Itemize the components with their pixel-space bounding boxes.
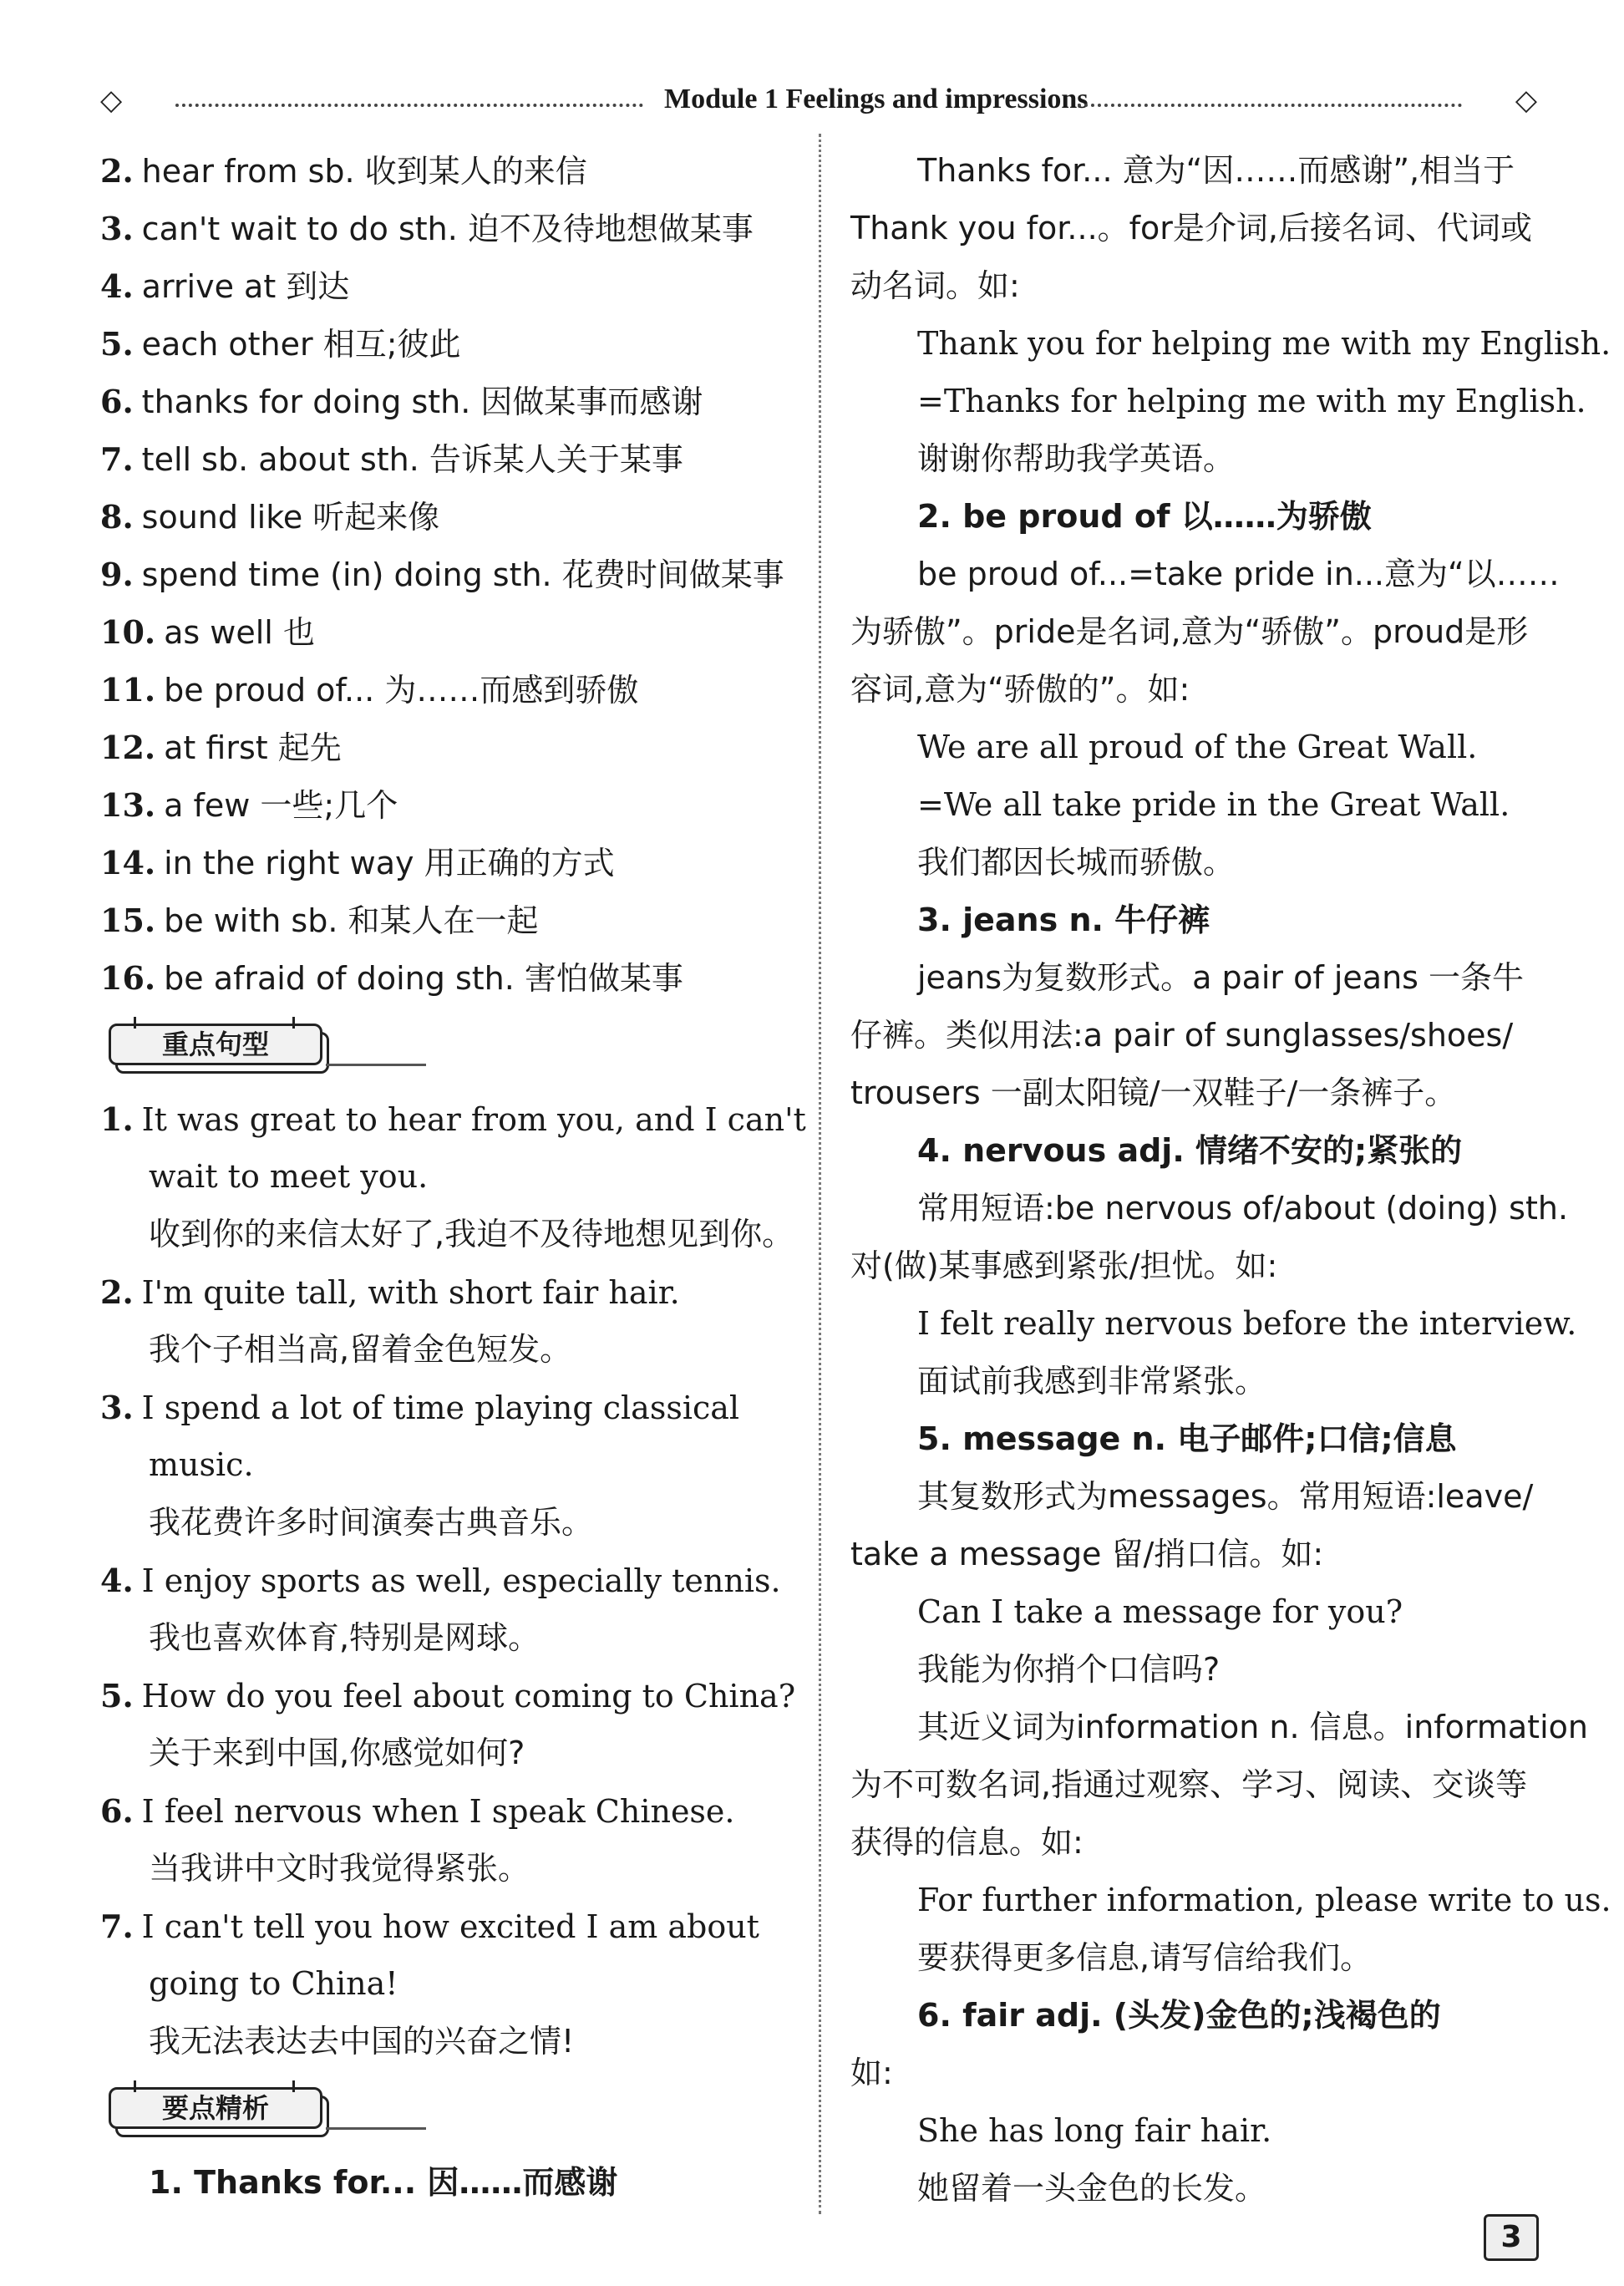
section-heading-key-points — [100, 2079, 794, 2146]
example-sentence: I felt really nervous before the interview. — [917, 1305, 1577, 1342]
sentence-item: 4. I enjoy sports as well, especially tennis. — [100, 1562, 781, 1599]
phrase-item: 2. hear from sb. 收到某人的来信 — [100, 152, 587, 190]
paragraph-line: Thanks for... 意为“因……而感谢”,相当于 — [917, 152, 1515, 189]
phrase-item: 15. be with sb. 和某人在一起 — [100, 902, 539, 939]
point-heading: 5. message n. 电子邮件;口信;信息 — [917, 1420, 1457, 1457]
sentence-translation: 我也喜欢体育,特别是网球。 — [149, 1619, 540, 1656]
paragraph-line: 其近义词为information n. 信息。information — [917, 1709, 1588, 1745]
point-heading: 2. be proud of 以……为骄傲 — [917, 498, 1372, 535]
sentence-list — [100, 1090, 806, 2070]
phrase-item: 6. thanks for doing sth. 因做某事而感谢 — [100, 383, 703, 420]
sentence-translation: 我个子相当高,留着金色短发。 — [149, 1331, 572, 1368]
example-sentence: For further information, please write to us. — [917, 1882, 1611, 1918]
sentence-translation: 收到你的来信太好了,我迫不及待地想见到你。 — [149, 1216, 794, 1252]
example-sentence: =Thanks for helping me with my English. — [917, 383, 1586, 419]
header-divider-left — [175, 104, 643, 107]
diamond-left-icon: ◇ — [100, 84, 123, 117]
example-translation: 面试前我感到非常紧张。 — [917, 1363, 1267, 1400]
sentence-translation: 我无法表达去中国的兴奋之情! — [149, 2023, 575, 2060]
point-heading: 3. jeans n. 牛仔裤 — [917, 902, 1210, 938]
paragraph-line: take a message 留/捎口信。如: — [850, 1536, 1324, 1572]
section-heading-key-sentences — [100, 1015, 794, 1082]
paragraph-line: trousers 一副太阳镜/一双鞋子/一条裤子。 — [850, 1074, 1457, 1111]
paragraph-line: be proud of...=take pride in...意为“以…… — [917, 556, 1560, 592]
example-sentence: She has long fair hair. — [917, 2112, 1272, 2149]
paragraph-line: jeans为复数形式。a pair of jeans 一条牛 — [917, 959, 1525, 996]
paragraph-line: 为不可数名词,指通过观察、学习、阅读、交谈等 — [850, 1766, 1528, 1803]
point-heading: 4. nervous adj. 情绪不安的;紧张的 — [917, 1132, 1463, 1169]
phrase-item: 9. spend time (in) doing sth. 花费时间做某事 — [100, 556, 784, 593]
sentence-item: 2. I'm quite tall, with short fair hair. — [100, 1273, 680, 1311]
sentence-translation: 我花费许多时间演奏古典音乐。 — [149, 1504, 594, 1541]
paragraph-line: 动名词。如: — [850, 267, 1020, 304]
paragraph-line: Thank you for...。for是介词,后接名词、代词或 — [850, 210, 1532, 246]
sentence-translation: 关于来到中国,你感觉如何? — [149, 1735, 525, 1771]
point-heading: 1. Thanks for... 因……而感谢 — [149, 2164, 618, 2201]
phrase-item: 11. be proud of... 为……而感到骄傲 — [100, 671, 639, 709]
paragraph-line: 常用短语:be nervous of/about (doing) sth. — [917, 1190, 1569, 1227]
example-translation: 要获得更多信息,请写信给我们。 — [917, 1939, 1373, 1976]
example-translation: 谢谢你帮助我学英语。 — [917, 440, 1236, 477]
example-sentence: We are all proud of the Great Wall. — [917, 729, 1478, 765]
sentence-continuation: music. — [149, 1446, 254, 1483]
diamond-right-icon: ◇ — [1515, 84, 1537, 117]
sentence-translation: 当我讲中文时我觉得紧张。 — [149, 1850, 530, 1887]
example-sentence: Thank you for helping me with my English. — [917, 325, 1611, 362]
phrase-item: 14. in the right way 用正确的方式 — [100, 844, 615, 881]
example-translation: 我能为你捎个口信吗? — [917, 1651, 1221, 1688]
phrase-item: 5. each other 相互;彼此 — [100, 325, 461, 363]
example-sentence: =We all take pride in the Great Wall. — [917, 786, 1510, 823]
sentence-continuation: going to China! — [149, 1965, 398, 2002]
sentence-item: 7. I can't tell you how excited I am about — [100, 1908, 759, 1945]
paragraph-line: 容词,意为“骄傲的”。如: — [850, 671, 1190, 708]
sentence-item: 5. How do you feel about coming to China? — [100, 1677, 796, 1714]
phrase-item: 16. be afraid of doing sth. 害怕做某事 — [100, 959, 683, 997]
paragraph-line: 仔裤。类似用法:a pair of sunglasses/shoes/ — [850, 1017, 1514, 1054]
phrase-list — [100, 142, 794, 1007]
paragraph-line: 如: — [850, 2055, 893, 2091]
section-label: 重点句型 — [109, 1024, 322, 1065]
phrase-item: 7. tell sb. about sth. 告诉某人关于某事 — [100, 440, 683, 478]
paragraph-line: 为骄傲”。pride是名词,意为“骄傲”。proud是形 — [850, 613, 1529, 650]
phrase-item: 13. a few 一些;几个 — [100, 786, 398, 824]
example-sentence: Can I take a message for you? — [917, 1593, 1403, 1630]
phrase-item: 12. at first 起先 — [100, 729, 342, 766]
point-heading: 6. fair adj. (头发)金色的;浅褐色的 — [917, 1997, 1441, 2034]
page-number: 3 — [1484, 2214, 1539, 2261]
phrase-item: 10. as well 也 — [100, 613, 315, 651]
paragraph-line: 对(做)某事感到紧张/担忧。如: — [850, 1247, 1278, 1284]
example-translation: 我们都因长城而骄傲。 — [917, 844, 1236, 881]
page-header — [100, 84, 1537, 125]
left-column — [100, 142, 806, 2212]
page-title: Module 1 Feelings and impressions — [664, 84, 1089, 114]
section-label: 要点精析 — [109, 2087, 322, 2129]
phrase-item: 3. can't wait to do sth. 迫不及待地想做某事 — [100, 210, 754, 247]
sentence-continuation: wait to meet you. — [149, 1158, 429, 1195]
phrase-item: 4. arrive at 到达 — [100, 267, 350, 305]
sentence-item: 3. I spend a lot of time playing classical — [100, 1389, 740, 1426]
example-translation: 她留着一头金色的长发。 — [917, 2170, 1267, 2207]
sentence-item: 1. It was great to hear from you, and I can't — [100, 1100, 806, 1138]
paragraph-line: 获得的信息。如: — [850, 1824, 1084, 1861]
header-divider-right — [1078, 104, 1462, 107]
right-column — [850, 142, 1611, 2217]
paragraph-line: 其复数形式为messages。常用短语:leave/ — [917, 1478, 1534, 1515]
column-divider — [819, 134, 821, 2214]
phrase-item: 8. sound like 听起来像 — [100, 498, 440, 536]
sentence-item: 6. I feel nervous when I speak Chinese. — [100, 1792, 735, 1830]
